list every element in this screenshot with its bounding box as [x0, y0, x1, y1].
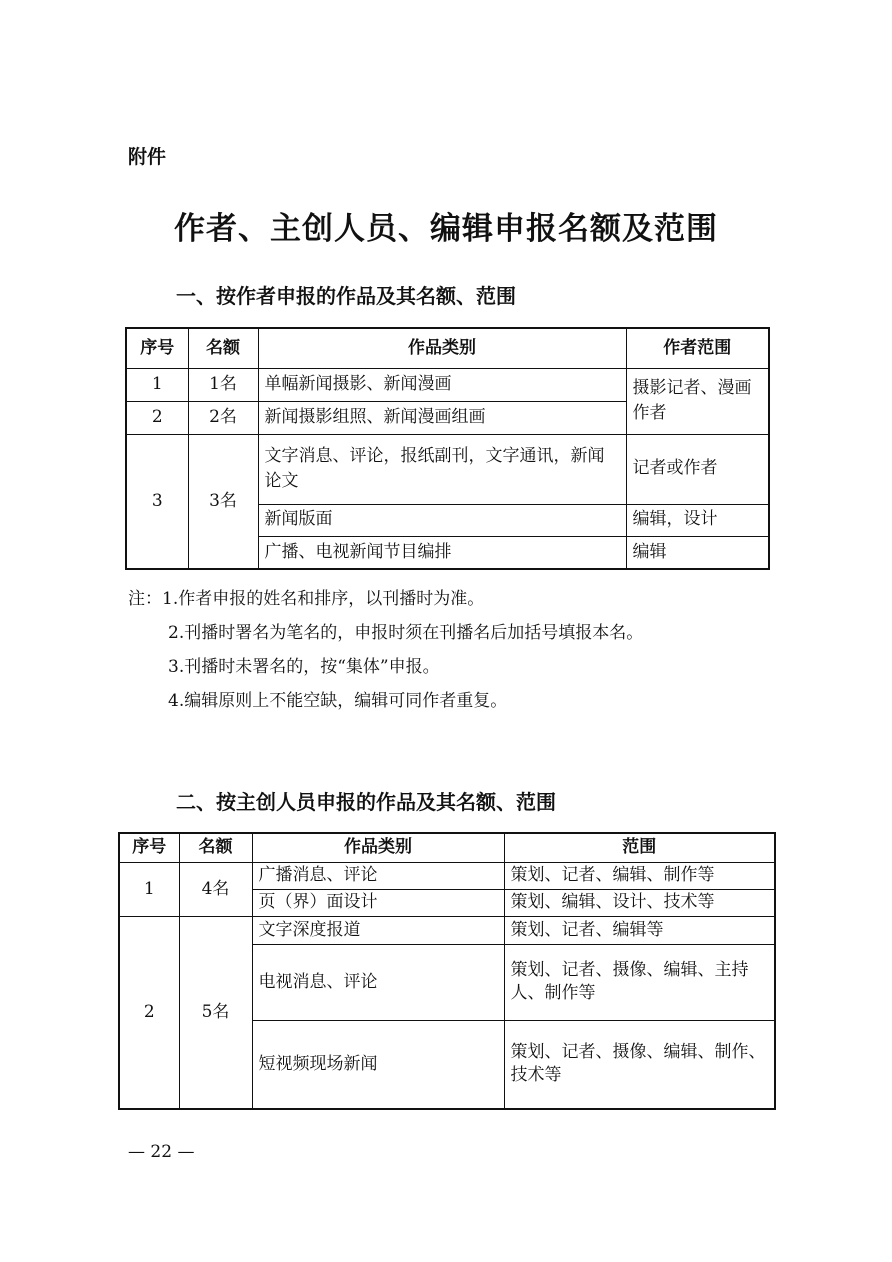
row-scope: 编辑: [626, 536, 769, 569]
row-number: 1: [126, 368, 188, 401]
row-quota: 5名: [179, 916, 252, 1109]
row-scope: 编辑，设计: [626, 504, 769, 536]
note-4: 4.编辑原则上不能空缺，编辑可同作者重复。: [168, 691, 508, 711]
note-1: 注：1.作者申报的姓名和排序，以刊播时为准。: [128, 589, 485, 609]
table-row: [119, 862, 775, 889]
document-title: 作者、主创人员、编辑申报名额及范围: [174, 211, 718, 247]
row-category: 文字消息、评论，报纸副刊，文字通讯，新闻论文: [258, 434, 626, 504]
header-scope: 范围: [504, 833, 775, 862]
row-scope: 策划、编辑、设计、技术等: [504, 889, 775, 916]
row-quota: 3名: [188, 434, 258, 569]
section2-heading: 二、按主创人员申报的作品及其名额、范围: [176, 790, 556, 814]
table-row: [126, 368, 769, 401]
header-number: 序号: [126, 328, 188, 368]
header-quota: 名额: [188, 328, 258, 368]
row-scope: 策划、记者、摄像、编辑、主持人、制作等: [504, 944, 775, 1020]
creator-quota-table: [118, 832, 776, 1110]
row-category: 新闻摄影组照、新闻漫画组画: [258, 401, 626, 434]
page-number: — 22 —: [128, 1142, 195, 1162]
table-header-row: [126, 328, 769, 368]
author-quota-table: [125, 327, 770, 570]
table-row: [119, 916, 775, 944]
row-number: 2: [119, 916, 179, 1109]
row-scope: 策划、记者、编辑、制作等: [504, 862, 775, 889]
row-category: 单幅新闻摄影、新闻漫画: [258, 368, 626, 401]
row-scope: 策划、记者、摄像、编辑、制作、技术等: [504, 1020, 775, 1109]
note-3: 3.刊播时未署名的，按“集体”申报。: [168, 657, 440, 677]
header-quota: 名额: [179, 833, 252, 862]
row-category: 广播消息、评论: [252, 862, 504, 889]
header-number: 序号: [119, 833, 179, 862]
row-number: 1: [119, 862, 179, 916]
row-quota: 1名: [188, 368, 258, 401]
header-scope: 作者范围: [626, 328, 769, 368]
table-row: [126, 434, 769, 504]
notes: [128, 582, 643, 718]
header-category: 作品类别: [258, 328, 626, 368]
row-category: 文字深度报道: [252, 916, 504, 944]
section1-heading: 一、按作者申报的作品及其名额、范围: [176, 284, 516, 308]
row-quota: 2名: [188, 401, 258, 434]
row-scope: 策划、记者、编辑等: [504, 916, 775, 944]
table-header-row: [119, 833, 775, 862]
row-scope: 摄影记者、漫画作者: [626, 368, 769, 434]
row-number: 2: [126, 401, 188, 434]
header-category: 作品类别: [252, 833, 504, 862]
note-2: 2.刊播时署名为笔名的，申报时须在刊播名后加括号填报本名。: [168, 623, 644, 643]
row-category: 短视频现场新闻: [252, 1020, 504, 1109]
row-quota: 4名: [179, 862, 252, 916]
row-category: 电视消息、评论: [252, 944, 504, 1020]
row-scope: 记者或作者: [626, 434, 769, 504]
row-number: 3: [126, 434, 188, 569]
row-category: 新闻版面: [258, 504, 626, 536]
row-category: 广播、电视新闻节目编排: [258, 536, 626, 569]
row-category: 页（界）面设计: [252, 889, 504, 916]
attachment-label: 附件: [128, 146, 167, 168]
